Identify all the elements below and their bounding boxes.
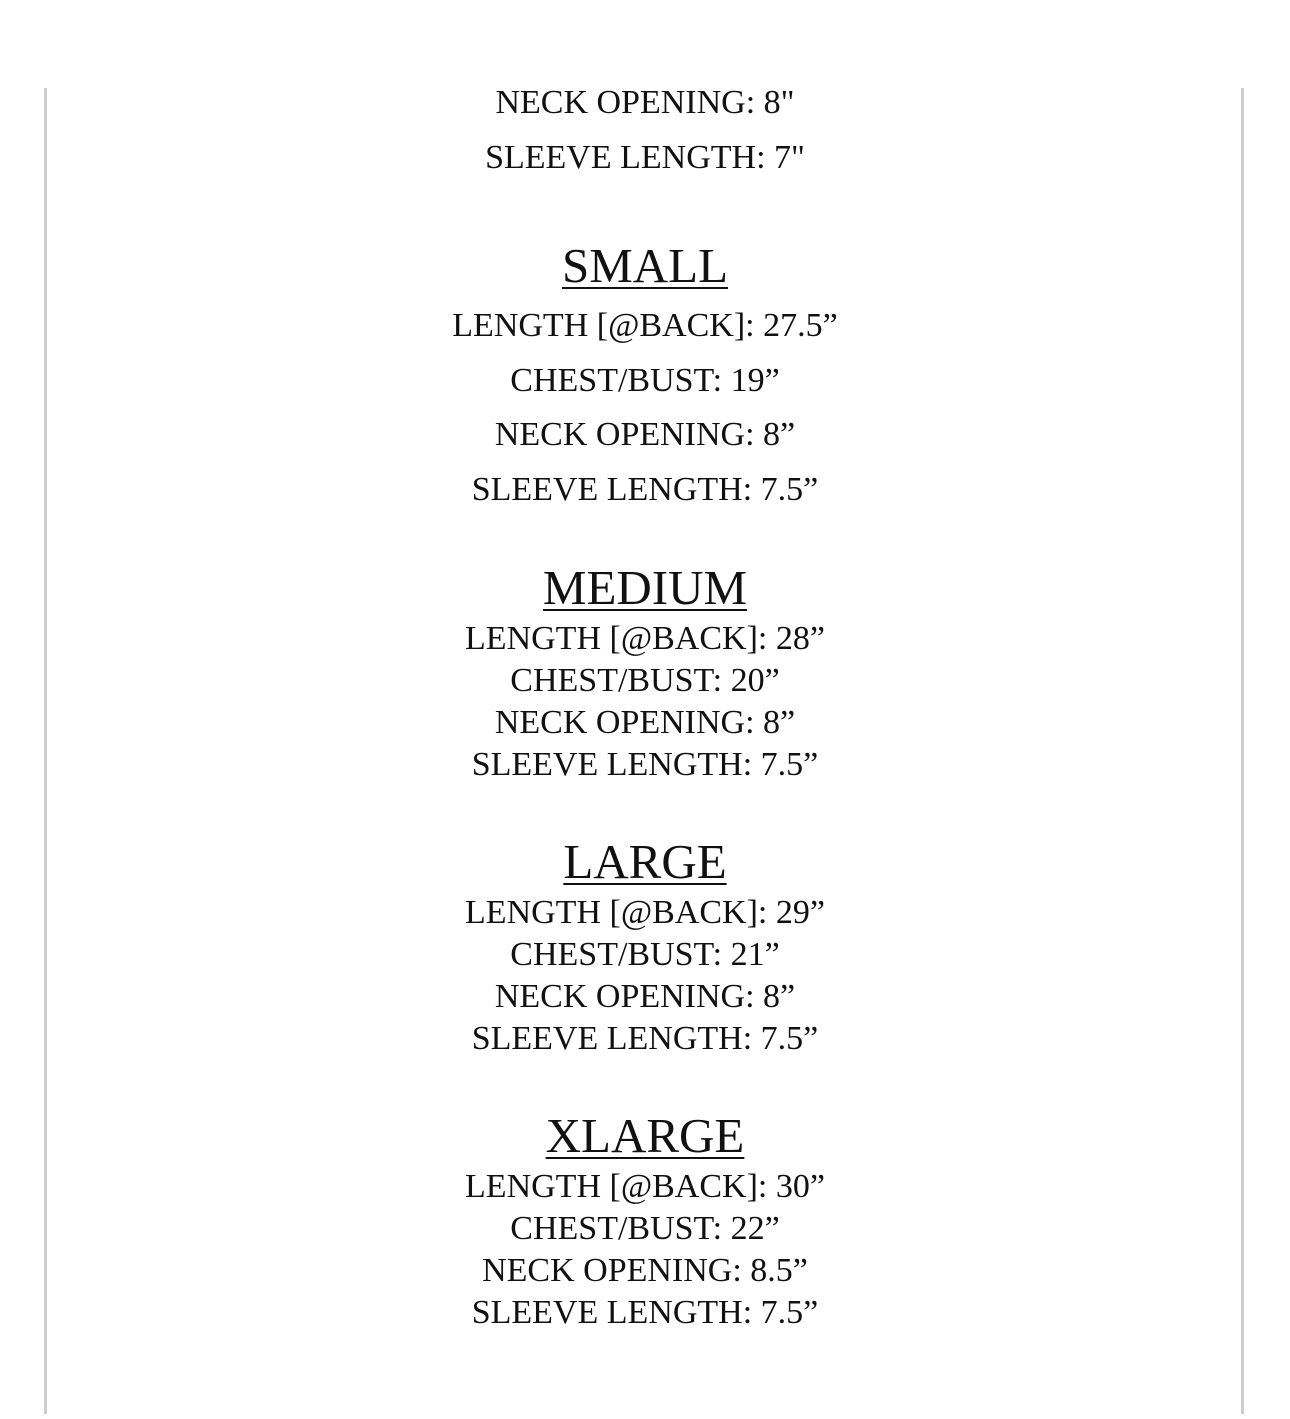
intro-neck-opening: NECK OPENING: 8" [495,84,795,121]
medium-neck: NECK OPENING: 8” [494,704,796,741]
xlarge-length: LENGTH [@BACK]: 30” [465,1168,825,1205]
size-heading-small: SMALL [561,238,729,293]
size-heading-large: LARGE [563,834,727,889]
large-chest: CHEST/BUST: 21” [510,936,780,973]
intro-sleeve-length: SLEEVE LENGTH: 7" [485,139,805,176]
xlarge-chest: CHEST/BUST: 22” [510,1210,780,1247]
small-neck: NECK OPENING: 8” [494,416,796,453]
xlarge-neck: NECK OPENING: 8.5” [482,1252,808,1289]
medium-length: LENGTH [@BACK]: 28” [465,620,825,657]
large-sleeve: SLEEVE LENGTH: 7.5” [471,1020,819,1057]
small-sleeve: SLEEVE LENGTH: 7.5” [471,471,819,508]
size-heading-xlarge: XLARGE [545,1108,745,1163]
xlarge-sleeve: SLEEVE LENGTH: 7.5” [471,1294,819,1331]
large-length: LENGTH [@BACK]: 29” [465,894,825,931]
size-heading-medium: MEDIUM [542,560,748,615]
small-chest: CHEST/BUST: 19” [510,362,780,399]
large-neck: NECK OPENING: 8” [494,978,796,1015]
medium-chest: CHEST/BUST: 20” [510,662,780,699]
medium-sleeve: SLEEVE LENGTH: 7.5” [471,746,819,783]
small-length: LENGTH [@BACK]: 27.5” [452,307,838,344]
